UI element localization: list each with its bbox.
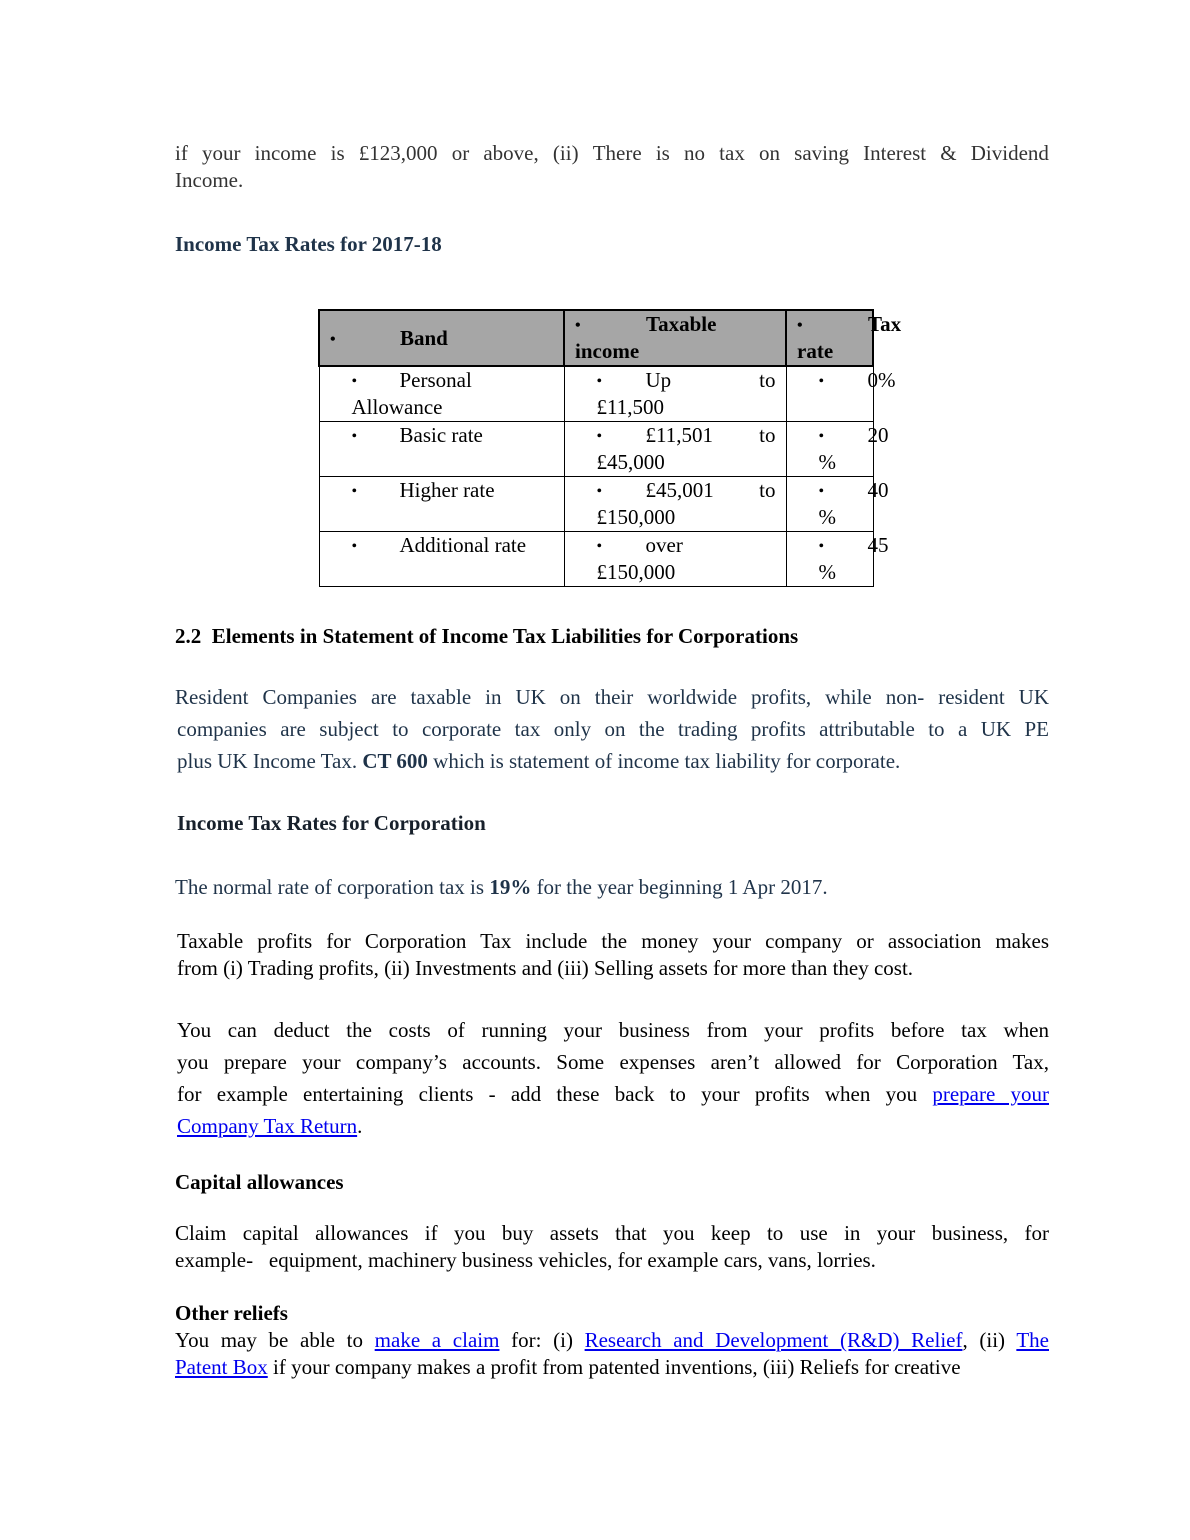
table-row xyxy=(319,422,873,477)
bullet-icon: • xyxy=(818,428,825,445)
rate-line-1: 45 xyxy=(867,533,889,557)
deduct-line-2: you prepare your company’s accounts. Some expenses aren’t allowed for Corporation Tax, xyxy=(177,1050,1049,1074)
header-rate-line-2: rate xyxy=(797,339,834,363)
deduct-line-3 xyxy=(177,1078,1049,1110)
income-line-2: £150,000 xyxy=(596,505,676,529)
rate-line-2: % xyxy=(818,505,836,529)
deduct-line-3-text: for example entertaining clients - add these back to your profits when you xyxy=(177,1082,933,1106)
intro-word: is xyxy=(330,141,345,165)
capital-line-1: Claim capital allowances if you buy assets that you keep to use in your business, for xyxy=(175,1221,1049,1245)
patent-box-link-part-1[interactable]: The xyxy=(1016,1328,1049,1352)
normal-rate-post: for the year beginning 1 Apr 2017. xyxy=(531,875,828,899)
income-cell xyxy=(564,532,786,587)
intro-word: Dividend xyxy=(970,141,1049,165)
header-income-line-2: income xyxy=(575,339,640,363)
s22-line-2: companies are subject to corporate tax only on the trading profits attributable to a UK PE xyxy=(177,717,1049,741)
income-word-b: to xyxy=(759,368,776,392)
band-line-1: Additional rate xyxy=(399,533,527,557)
header-rate-line-1: Tax xyxy=(868,312,902,336)
intro-word: your xyxy=(201,141,241,165)
other-line-1 xyxy=(175,1327,1049,1354)
income-cell xyxy=(564,422,786,477)
bullet-icon: • xyxy=(818,483,825,500)
income-word-b: to xyxy=(759,423,776,447)
other-line-2 xyxy=(175,1354,1049,1381)
rate-line-2: % xyxy=(818,450,836,474)
profits-line-2: from (i) Trading profits, (ii) Investments and (iii) Selling assets for more than they cost. xyxy=(177,956,914,980)
income-line-2: £45,000 xyxy=(596,450,665,474)
rate-line-1: 20 xyxy=(867,423,889,447)
bullet-icon: • xyxy=(330,331,336,348)
bullet-icon: • xyxy=(797,317,803,334)
bullet-icon: • xyxy=(818,373,825,390)
bullet-icon: • xyxy=(596,538,603,555)
capital-line-2: example- equipment, machinery business vehicles, for example cars, vans, lorries. xyxy=(175,1248,876,1272)
capital-allowances-heading: Capital allowances xyxy=(175,1170,344,1194)
income-cell xyxy=(564,366,786,422)
other-line-2-rest: if your company makes a profit from patented inventions, (iii) Reliefs for creative xyxy=(267,1355,961,1379)
section-2-2-paragraph xyxy=(175,681,1049,777)
band-line-1: Basic rate xyxy=(399,423,483,447)
rate-line-1: 0% xyxy=(867,368,896,392)
intro-word: (ii) xyxy=(552,141,579,165)
bullet-icon: • xyxy=(351,483,358,500)
header-band-label: Band xyxy=(400,326,448,350)
intro-word: saving xyxy=(794,141,849,165)
bullet-icon: • xyxy=(351,373,358,390)
band-cell xyxy=(319,422,564,477)
bullet-icon: • xyxy=(351,538,358,555)
ct600-label: CT 600 xyxy=(362,749,428,773)
income-word-a: £45,001 xyxy=(645,478,714,502)
intro-word: or xyxy=(451,141,470,165)
rate-cell xyxy=(786,366,896,422)
intro-word: on xyxy=(758,141,780,165)
band-cell xyxy=(319,366,564,422)
intro-word: above, xyxy=(483,141,539,165)
section-2-2-heading: 2.2 Elements in Statement of Income Tax Liabilities for Corporations xyxy=(175,624,799,648)
intro-line-1 xyxy=(175,140,1049,167)
normal-rate-value: 19% xyxy=(489,875,532,899)
other-reliefs-heading: Other reliefs xyxy=(175,1301,288,1325)
bullet-icon: • xyxy=(351,428,358,445)
intro-word: if xyxy=(175,141,188,165)
income-word-a: Up xyxy=(645,368,672,392)
income-cell xyxy=(564,477,786,532)
bullet-icon: • xyxy=(818,538,825,555)
deduct-end: . xyxy=(357,1114,363,1138)
band-line-2: Allowance xyxy=(351,395,443,419)
prepare-return-link[interactable]: prepare your xyxy=(932,1082,1049,1106)
deduct-line-1: You can deduct the costs of running your business from your profits before tax when xyxy=(177,1018,1049,1042)
taxable-profits-paragraph xyxy=(177,928,1049,982)
other-reliefs-paragraph xyxy=(175,1327,1049,1381)
band-cell xyxy=(319,532,564,587)
rate-line-1: 40 xyxy=(867,478,889,502)
intro-word: is xyxy=(655,141,670,165)
normal-rate-line xyxy=(175,874,828,901)
header-income-line-1: Taxable xyxy=(646,312,717,336)
other-line-1-b: for: (i) xyxy=(511,1328,585,1352)
bullet-icon: • xyxy=(596,428,603,445)
rates-heading: Income Tax Rates for 2017-18 xyxy=(175,232,442,256)
intro-line-2: Income. xyxy=(175,168,244,192)
income-word-b: to xyxy=(759,478,776,502)
s22-line-3-post: which is statement of income tax liability for corporate. xyxy=(427,749,901,773)
table-row xyxy=(319,366,873,422)
income-word-a: £11,501 xyxy=(645,423,713,447)
rate-cell xyxy=(786,532,889,587)
s22-line-3 xyxy=(175,745,1049,777)
rate-cell xyxy=(786,477,889,532)
intro-word: income xyxy=(254,141,317,165)
income-word-a: over xyxy=(645,533,683,557)
intro-word: tax xyxy=(719,141,745,165)
header-taxable-income xyxy=(564,310,786,366)
intro-word: & xyxy=(940,141,957,165)
deduct-costs-paragraph xyxy=(177,1014,1049,1142)
band-line-1: Higher rate xyxy=(399,478,495,502)
table-row xyxy=(319,532,873,587)
bullet-icon: • xyxy=(575,317,581,334)
deduct-line-4 xyxy=(177,1110,1049,1142)
band-cell xyxy=(319,477,564,532)
income-line-2: £150,000 xyxy=(596,560,676,584)
bullet-icon: • xyxy=(596,373,603,390)
corp-rates-heading: Income Tax Rates for Corporation xyxy=(177,811,486,835)
other-line-1-c: , (ii) xyxy=(962,1328,1017,1352)
other-line-1-a: You may be able to xyxy=(175,1328,375,1352)
band-line-1: Personal xyxy=(399,368,472,392)
normal-rate-pre: The normal rate of corporation tax is xyxy=(175,875,490,899)
tax-rates-table xyxy=(318,309,902,587)
rate-cell xyxy=(786,422,889,477)
income-line-2: £11,500 xyxy=(596,395,664,419)
capital-allowances-paragraph xyxy=(175,1220,1049,1274)
table-header-row xyxy=(319,310,873,366)
intro-word: Interest xyxy=(863,141,927,165)
header-band xyxy=(319,310,564,366)
header-tax-rate xyxy=(786,310,902,366)
s22-line-3-pre: plus UK Income Tax. xyxy=(177,749,363,773)
company-tax-return-link[interactable]: Company Tax Return xyxy=(177,1114,358,1138)
profits-line-1: Taxable profits for Corporation Tax include the money your company or association makes xyxy=(177,929,1049,953)
make-claim-link[interactable]: make a claim xyxy=(374,1328,500,1352)
patent-box-link-part-2[interactable]: Patent Box xyxy=(175,1355,268,1379)
intro-word: no xyxy=(684,141,706,165)
intro-paragraph xyxy=(175,140,1049,194)
rd-relief-link[interactable]: Research and Development (R&D) Relief xyxy=(584,1328,963,1352)
bullet-icon: • xyxy=(596,483,603,500)
intro-word: There xyxy=(592,141,642,165)
rate-line-2: % xyxy=(818,560,836,584)
table-row xyxy=(319,477,873,532)
s22-line-1: Resident Companies are taxable in UK on their worldwide profits, while non- resident UK xyxy=(175,685,1049,709)
intro-word: £123,000 xyxy=(358,141,438,165)
